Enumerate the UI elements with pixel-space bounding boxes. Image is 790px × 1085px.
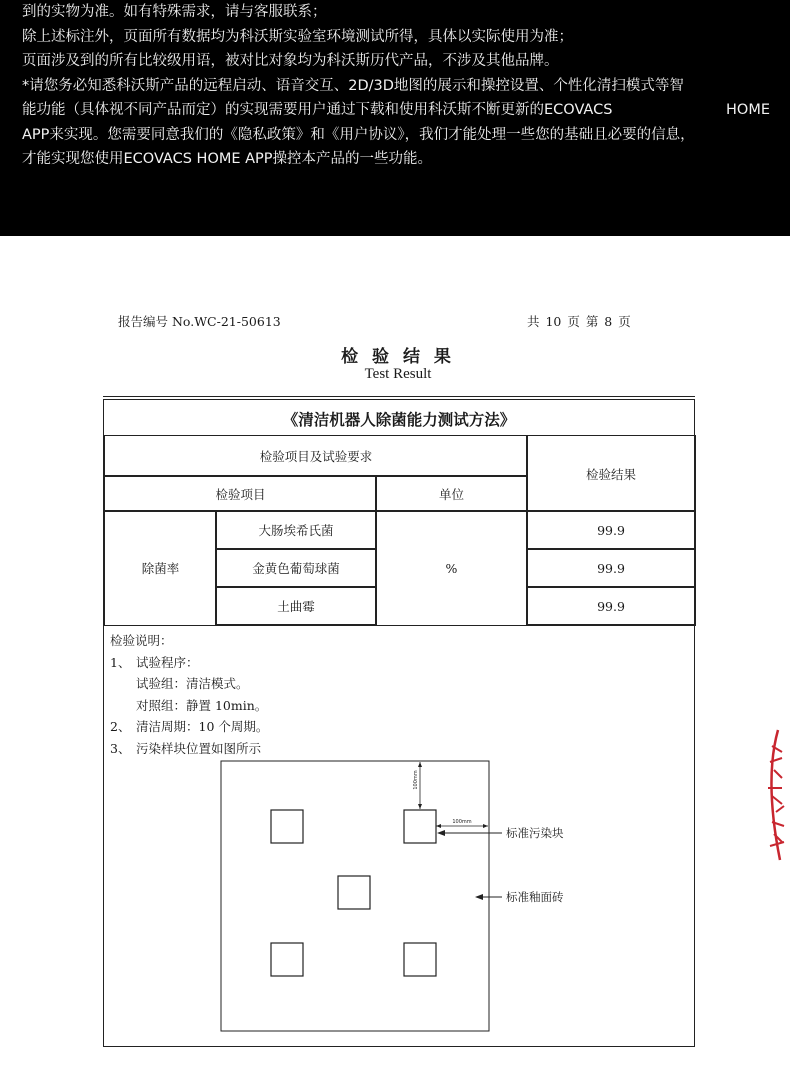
notice-line-5 [22,98,770,123]
header-result-label: 检验结果 [585,466,636,482]
unit-label: % [445,560,458,576]
notice-line-5-end: HOME [726,102,770,118]
notice-line-3: 页面涉及到的所有比较级用语，被对比对象均为科沃斯历代产品，不涉及其他品牌。 [22,53,559,69]
report-title-en: Test Result [364,366,432,382]
row-2-name: 金黄色葡萄球菌 [252,561,340,576]
notice-line-4: *请您务必知悉科沃斯产品的远程启动、语音交互、2D/3D地图的展示和操控设置、个性化清扫模式等智 [22,77,684,94]
notes-item-1b-text: 对照组：静置 10min。 [136,697,268,713]
notes-item-1a-text: 试验组：清洁模式。 [136,676,249,691]
callout-arrow-block-icon [437,830,445,836]
dimension-label-vertical: 100mm [413,770,419,790]
notes-item-2-num: 2、 [110,719,131,734]
notes-item-2-text: 清洁周期：10 个周期。 [136,719,269,734]
notes-item-3-num: 3、 [110,740,131,756]
row-2-value: 99.9 [597,560,625,576]
dimension-arrow-right-icon [483,824,488,828]
header-group-label: 检验项目及试验要求 [259,449,373,464]
category-label: 除菌率 [141,561,180,576]
sample-position-diagram [104,400,696,1048]
disclaimer-notice [0,0,790,236]
row-3-value: 99.9 [597,598,625,614]
contamination-block-bottom-left [271,943,303,976]
report-number: 报告编号 No.WC-21-50613 [118,314,281,329]
dimension-arrow-down-icon [418,804,422,809]
dimension-arrow-up-icon [418,762,422,767]
header-unit-label: 单位 [438,486,464,502]
contamination-block-top-right [404,810,436,843]
notice-line-1: 到的实物为准。如有特殊需求，请与客服联系； [22,4,327,20]
notice-line-7: 才能实现您使用ECOVACS HOME APP操控本产品的一些功能。 [22,151,433,167]
test-report-page [0,236,790,1085]
dimension-arrow-left-icon [436,824,441,828]
notice-line-6: APP来实现。您需要同意我们的《隐私政策》和《用户协议》，我们才能处理一些您的基础且必要的信息， [22,126,695,143]
glazed-tile-outline [221,761,489,1031]
contamination-block-top-left [271,810,303,843]
callout-arrow-tile-icon [475,894,483,900]
contamination-block-center [338,876,370,909]
notes-item-1-num: 1、 [110,654,131,670]
dimension-label-horizontal: 100mm [452,819,472,825]
notes-heading: 检验说明： [110,633,173,648]
label-standard-tile: 标准釉面砖 [506,890,564,904]
row-1-value: 99.9 [597,522,625,538]
row-3-name: 土曲霉 [277,599,315,614]
title-rule [103,396,695,397]
red-seal-stamp [758,710,790,890]
result-frame [103,399,695,1047]
contamination-block-bottom-right [404,943,436,976]
report-title-cn: 检 验 结 果 [341,347,455,367]
notice-line-2: 除上述标注外，页面所有数据均为科沃斯实验室环境测试所得，具体以实际使用为准； [22,28,573,45]
notes-item-3-text: 污染样块位置如图所示 [136,740,262,756]
header-item-label: 检验项目 [215,486,266,502]
label-standard-block: 标准污染块 [506,826,564,840]
notes-item-1-text: 试验程序： [136,654,199,670]
notice-line-5-text: 能功能（具体视不同产品而定）的实现需要用户通过下载和使用科沃斯不断更新的ECOVACS [22,102,613,118]
test-method-title: 《清洁机器人除菌能力测试方法》 [282,410,516,429]
row-1-name: 大肠埃希氏菌 [258,523,334,538]
page-info: 共 10 页 第 8 页 [527,314,631,329]
